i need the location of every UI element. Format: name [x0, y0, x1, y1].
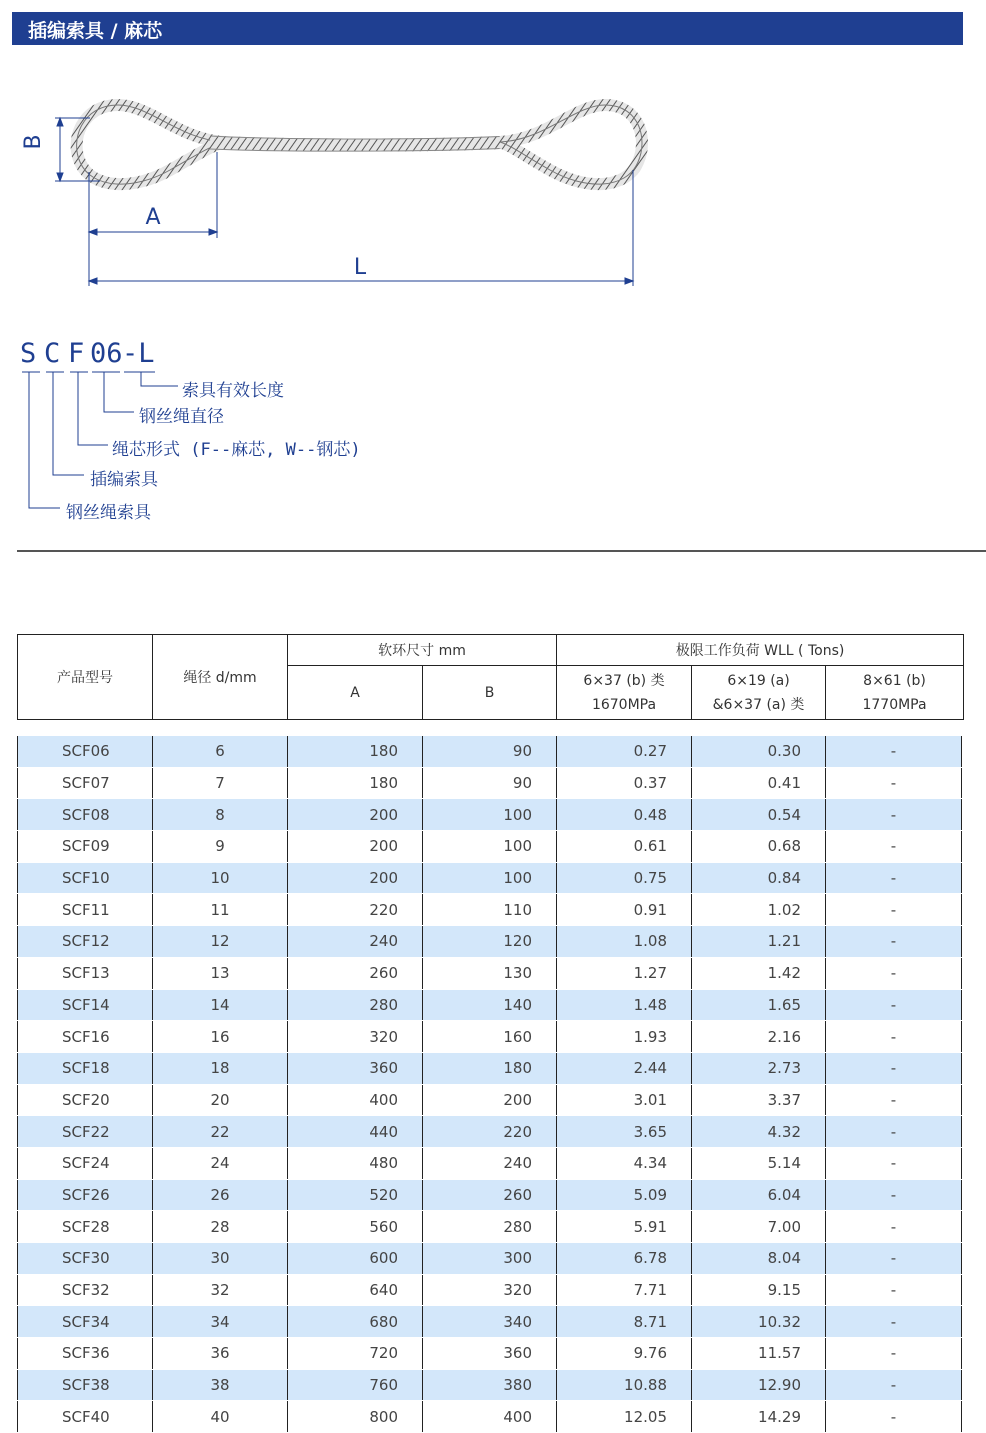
code-letter-06: 06: [90, 338, 123, 369]
cell-a: 800: [288, 1401, 423, 1433]
cell-wll-861b: -: [826, 767, 962, 799]
cell-b: 100: [423, 799, 557, 831]
cell-model: SCF38: [18, 1369, 153, 1401]
cell-a: 200: [288, 831, 423, 863]
cell-wll-637b: 12.05: [557, 1401, 692, 1433]
table-row: [18, 862, 962, 894]
table-row: [18, 1179, 962, 1211]
cell-model: SCF32: [18, 1274, 153, 1306]
cell-b: 100: [423, 862, 557, 894]
code-bracket-lines: [0, 330, 400, 530]
header-b: B: [423, 666, 557, 720]
cell-wll-861b: -: [826, 1338, 962, 1370]
rope-body: [210, 136, 510, 151]
cell-wll-619a: 2.16: [692, 1021, 826, 1053]
cell-wll-637b: 0.27: [557, 736, 692, 767]
table-row: [18, 1369, 962, 1401]
cell-wll-619a: 3.37: [692, 1084, 826, 1116]
cell-wll-861b: -: [826, 1084, 962, 1116]
cell-a: 720: [288, 1338, 423, 1370]
cell-wll-861b: -: [826, 736, 962, 767]
table-row: [18, 1274, 962, 1306]
cell-a: 760: [288, 1369, 423, 1401]
cell-wll-637b: 1.48: [557, 989, 692, 1021]
sling-diagram: [0, 60, 986, 300]
code-letter-f: F: [68, 338, 85, 369]
cell-wll-619a: 1.42: [692, 957, 826, 989]
cell-a: 180: [288, 767, 423, 799]
header-diameter: 绳径 d/mm: [153, 635, 288, 720]
cell-a: 600: [288, 1243, 423, 1275]
cell-model: SCF22: [18, 1116, 153, 1148]
section-divider: [17, 550, 986, 552]
cell-wll-861b: -: [826, 926, 962, 958]
cell-wll-619a: 9.15: [692, 1274, 826, 1306]
legend-diameter: 钢丝绳直径: [139, 407, 224, 427]
table-row: [18, 1243, 962, 1275]
cell-b: 130: [423, 957, 557, 989]
cell-wll-619a: 1.02: [692, 894, 826, 926]
cell-wll-861b: -: [826, 1401, 962, 1433]
cell-model: SCF16: [18, 1021, 153, 1053]
cell-wll-637b: 1.93: [557, 1021, 692, 1053]
dimension-a-label: A: [145, 205, 161, 230]
cell-b: 240: [423, 1147, 557, 1179]
cell-model: SCF20: [18, 1084, 153, 1116]
cell-a: 560: [288, 1211, 423, 1243]
cell-a: 260: [288, 957, 423, 989]
cell-wll-861b: -: [826, 1116, 962, 1148]
cell-b: 260: [423, 1179, 557, 1211]
cell-diameter: 26: [153, 1179, 288, 1211]
cell-wll-861b: -: [826, 1369, 962, 1401]
cell-model: SCF18: [18, 1052, 153, 1084]
table-row: [18, 1338, 962, 1370]
cell-wll-619a: 1.65: [692, 989, 826, 1021]
cell-model: SCF34: [18, 1306, 153, 1338]
cell-a: 200: [288, 799, 423, 831]
header-wll-637b: [557, 666, 692, 720]
table-row: [18, 831, 962, 863]
cell-a: 200: [288, 862, 423, 894]
cell-b: 200: [423, 1084, 557, 1116]
header-wll-619a-line1: 6×19 (a): [727, 672, 790, 689]
cell-b: 100: [423, 831, 557, 863]
cell-wll-861b: -: [826, 1179, 962, 1211]
cell-wll-637b: 8.71: [557, 1306, 692, 1338]
cell-wll-619a: 11.57: [692, 1338, 826, 1370]
cell-wll-637b: 0.48: [557, 799, 692, 831]
legend-length: 索具有效长度: [182, 381, 284, 401]
cell-a: 180: [288, 736, 423, 767]
cell-diameter: 20: [153, 1084, 288, 1116]
code-letter-c: C: [44, 338, 61, 369]
cell-wll-619a: 2.73: [692, 1052, 826, 1084]
cell-a: 240: [288, 926, 423, 958]
cell-wll-861b: -: [826, 831, 962, 863]
cell-wll-637b: 0.91: [557, 894, 692, 926]
header-wll-637b-line1: 6×37 (b) 类: [583, 672, 665, 689]
cell-b: 360: [423, 1338, 557, 1370]
cell-wll-637b: 5.09: [557, 1179, 692, 1211]
cell-diameter: 40: [153, 1401, 288, 1433]
cell-diameter: 12: [153, 926, 288, 958]
cell-wll-861b: -: [826, 1147, 962, 1179]
cell-model: SCF40: [18, 1401, 153, 1433]
cell-wll-861b: -: [826, 1021, 962, 1053]
cell-a: 280: [288, 989, 423, 1021]
cell-b: 300: [423, 1243, 557, 1275]
cell-wll-637b: 9.76: [557, 1338, 692, 1370]
cell-wll-861b: -: [826, 862, 962, 894]
cell-b: 90: [423, 736, 557, 767]
cell-diameter: 22: [153, 1116, 288, 1148]
cell-wll-861b: -: [826, 1211, 962, 1243]
table-row: [18, 957, 962, 989]
cell-b: 320: [423, 1274, 557, 1306]
table-row: [18, 989, 962, 1021]
cell-wll-861b: -: [826, 989, 962, 1021]
cell-model: SCF26: [18, 1179, 153, 1211]
spec-table-header: [17, 634, 964, 720]
cell-diameter: 16: [153, 1021, 288, 1053]
cell-model: SCF06: [18, 736, 153, 767]
cell-wll-861b: -: [826, 894, 962, 926]
cell-model: SCF07: [18, 767, 153, 799]
cell-model: SCF24: [18, 1147, 153, 1179]
cell-wll-861b: -: [826, 1306, 962, 1338]
cell-wll-637b: 2.44: [557, 1052, 692, 1084]
cell-b: 120: [423, 926, 557, 958]
cell-wll-637b: 3.01: [557, 1084, 692, 1116]
cell-wll-637b: 5.91: [557, 1211, 692, 1243]
model-code-breakdown: [0, 330, 986, 540]
cell-wll-637b: 0.75: [557, 862, 692, 894]
cell-diameter: 8: [153, 799, 288, 831]
legend-splice: 插编索具: [90, 470, 158, 490]
cell-wll-861b: -: [826, 1274, 962, 1306]
cell-a: 220: [288, 894, 423, 926]
cell-wll-619a: 0.30: [692, 736, 826, 767]
section-title: 插编索具 / 麻芯: [28, 20, 163, 42]
table-row: [18, 926, 962, 958]
cell-wll-619a: 8.04: [692, 1243, 826, 1275]
table-row: [18, 894, 962, 926]
cell-wll-637b: 3.65: [557, 1116, 692, 1148]
cell-wll-637b: 1.27: [557, 957, 692, 989]
cell-wll-861b: -: [826, 1052, 962, 1084]
header-wll-861b-line2: 1770MPa: [862, 696, 927, 713]
section-title-bar: [12, 12, 963, 45]
cell-wll-619a: 12.90: [692, 1369, 826, 1401]
cell-wll-619a: 0.41: [692, 767, 826, 799]
cell-b: 180: [423, 1052, 557, 1084]
cell-diameter: 6: [153, 736, 288, 767]
cell-wll-861b: -: [826, 957, 962, 989]
legend-core-type: 绳芯形式 (F--麻芯, W--钢芯): [112, 440, 361, 460]
cell-diameter: 34: [153, 1306, 288, 1338]
cell-a: 640: [288, 1274, 423, 1306]
cell-model: SCF14: [18, 989, 153, 1021]
cell-b: 110: [423, 894, 557, 926]
cell-b: 90: [423, 767, 557, 799]
dimension-b-label: B: [21, 134, 46, 150]
cell-diameter: 28: [153, 1211, 288, 1243]
cell-wll-637b: 7.71: [557, 1274, 692, 1306]
cell-diameter: 32: [153, 1274, 288, 1306]
table-row: [18, 1084, 962, 1116]
header-wll: 极限工作负荷 WLL ( Tons): [557, 635, 964, 666]
left-eye-loop: [77, 105, 225, 184]
cell-b: 160: [423, 1021, 557, 1053]
table-row: [18, 1021, 962, 1053]
cell-diameter: 14: [153, 989, 288, 1021]
table-row: [18, 1401, 962, 1433]
cell-diameter: 13: [153, 957, 288, 989]
table-row: [18, 1116, 962, 1148]
cell-wll-861b: -: [826, 1243, 962, 1275]
cell-model: SCF09: [18, 831, 153, 863]
cell-wll-619a: 5.14: [692, 1147, 826, 1179]
cell-a: 680: [288, 1306, 423, 1338]
cell-diameter: 18: [153, 1052, 288, 1084]
cell-b: 220: [423, 1116, 557, 1148]
cell-model: SCF30: [18, 1243, 153, 1275]
cell-wll-619a: 6.04: [692, 1179, 826, 1211]
right-eye-loop: [500, 105, 642, 184]
table-row: [18, 1306, 962, 1338]
cell-a: 400: [288, 1084, 423, 1116]
cell-model: SCF10: [18, 862, 153, 894]
cell-wll-619a: 10.32: [692, 1306, 826, 1338]
header-wll-619a: [692, 666, 826, 720]
header-a: A: [288, 666, 423, 720]
cell-diameter: 38: [153, 1369, 288, 1401]
cell-diameter: 30: [153, 1243, 288, 1275]
legend-wire-rope: 钢丝绳索具: [66, 503, 151, 523]
cell-diameter: 36: [153, 1338, 288, 1370]
cell-wll-637b: 0.37: [557, 767, 692, 799]
cell-wll-619a: 14.29: [692, 1401, 826, 1433]
cell-a: 480: [288, 1147, 423, 1179]
cell-wll-637b: 6.78: [557, 1243, 692, 1275]
cell-b: 400: [423, 1401, 557, 1433]
cell-wll-637b: 4.34: [557, 1147, 692, 1179]
code-letter-s: S: [20, 338, 37, 369]
cell-model: SCF36: [18, 1338, 153, 1370]
table-row: [18, 1211, 962, 1243]
cell-wll-637b: 1.08: [557, 926, 692, 958]
cell-a: 360: [288, 1052, 423, 1084]
cell-b: 340: [423, 1306, 557, 1338]
cell-diameter: 10: [153, 862, 288, 894]
cell-diameter: 9: [153, 831, 288, 863]
table-row: [18, 736, 962, 767]
spec-table-body: [17, 736, 962, 1433]
header-soft-loop: 软环尺寸 mm: [288, 635, 557, 666]
header-wll-637b-line2: 1670MPa: [591, 696, 657, 713]
cell-wll-619a: 7.00: [692, 1211, 826, 1243]
table-row: [18, 1052, 962, 1084]
cell-b: 380: [423, 1369, 557, 1401]
table-row: [18, 799, 962, 831]
cell-a: 320: [288, 1021, 423, 1053]
dimension-l-label: L: [353, 255, 367, 280]
header-wll-861b-line1: 8×61 (b): [863, 672, 926, 689]
cell-diameter: 24: [153, 1147, 288, 1179]
table-row: [18, 1147, 962, 1179]
cell-model: SCF13: [18, 957, 153, 989]
cell-diameter: 11: [153, 894, 288, 926]
cell-wll-619a: 0.54: [692, 799, 826, 831]
cell-wll-619a: 0.68: [692, 831, 826, 863]
cell-wll-619a: 4.32: [692, 1116, 826, 1148]
cell-a: 440: [288, 1116, 423, 1148]
cell-model: SCF08: [18, 799, 153, 831]
cell-model: SCF28: [18, 1211, 153, 1243]
cell-wll-861b: -: [826, 799, 962, 831]
cell-model: SCF12: [18, 926, 153, 958]
code-letter-l: -L: [122, 338, 155, 369]
table-row: [18, 767, 962, 799]
header-model: 产品型号: [18, 635, 153, 720]
header-wll-861b: [826, 666, 964, 720]
cell-diameter: 7: [153, 767, 288, 799]
cell-wll-637b: 10.88: [557, 1369, 692, 1401]
cell-wll-619a: 0.84: [692, 862, 826, 894]
cell-b: 280: [423, 1211, 557, 1243]
header-wll-619a-line2: &6×37 (a) 类: [712, 696, 805, 713]
cell-a: 520: [288, 1179, 423, 1211]
cell-b: 140: [423, 989, 557, 1021]
cell-model: SCF11: [18, 894, 153, 926]
cell-wll-637b: 0.61: [557, 831, 692, 863]
cell-wll-619a: 1.21: [692, 926, 826, 958]
